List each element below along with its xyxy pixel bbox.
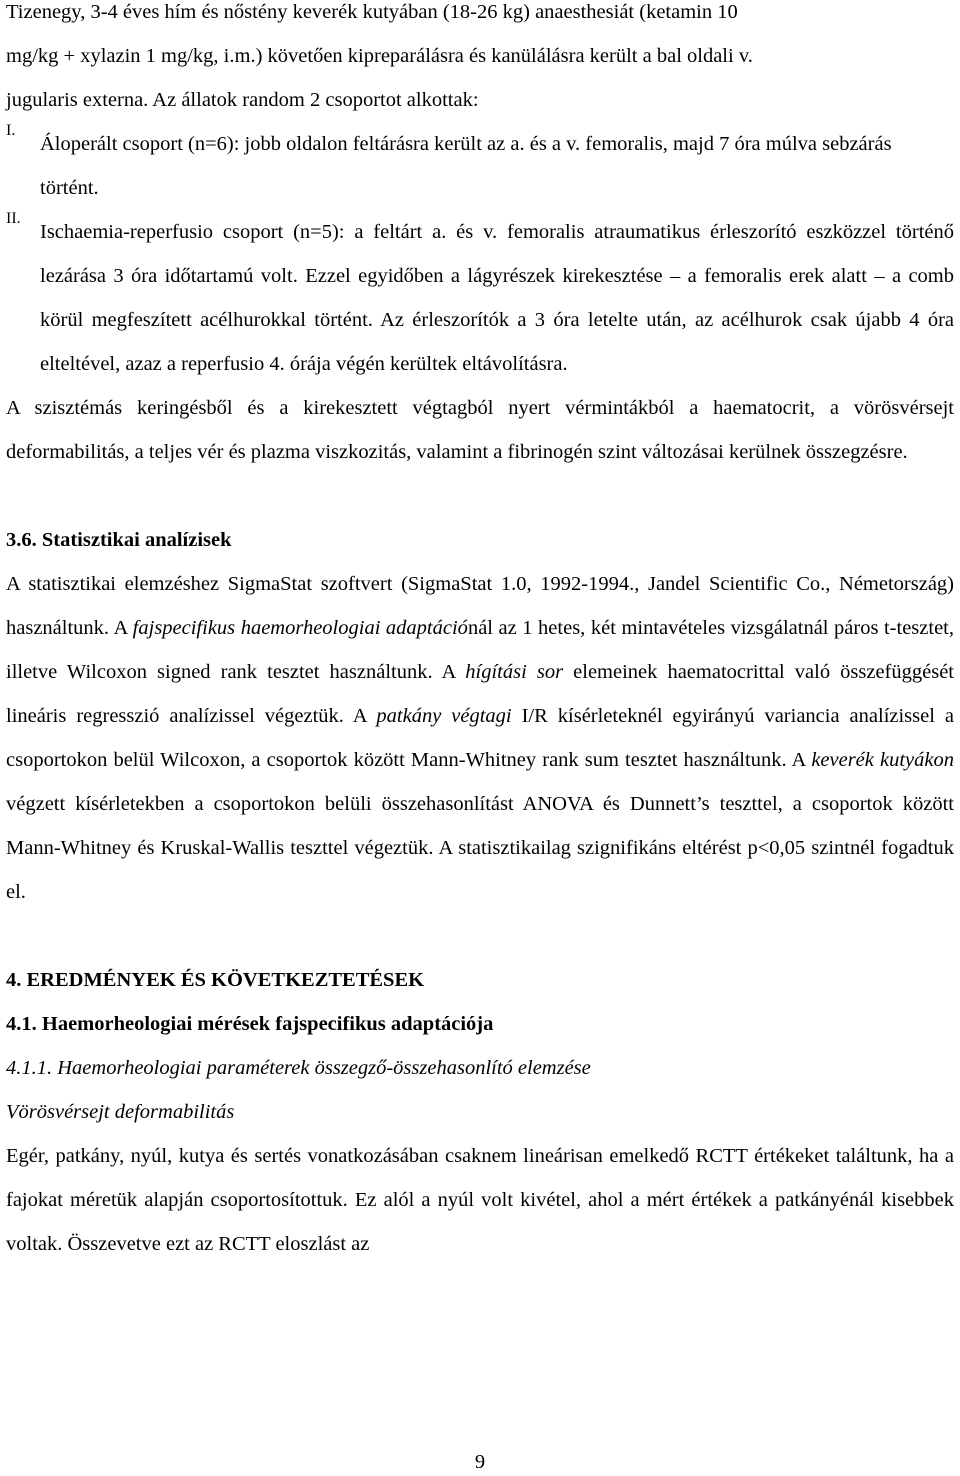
page-number: 9 (474, 1451, 486, 1473)
intro-line-3: jugularis externa. Az állatok random 2 csoportot alkottak: (6, 89, 479, 111)
group-item-2 (6, 210, 954, 386)
group-text: Ischaemia-reperfusio csoport (n=5): a feltárt a. és v. femoralis atraumatikus érleszorító eszközzel történő lezárása 3 óra időtartamú volt. Ezzel egyidőben a lágyrészek kirekesztése – a femoralis erek alatt – a comb körül megfeszített acélhurokkal történt. Az érleszorítók a 3 óra letelte után, az acélhurok csak újabb 4 óra elteltével, azaz a reperfusio 4. órája végén kerültek eltávolításra. (40, 221, 954, 375)
group-number: II. (6, 210, 21, 227)
text-run: végzett kísérletekben a csoportokon belüli összehasonlítást ANOVA és Dunnett’s teszttel, a csoportok között Mann-Whitney és Kruskal-Wallis teszttel végeztük. A statisztikailag szignifikáns eltérést p<0,05 szintnél fogadtuk el. (6, 793, 954, 903)
text-run: elemeinek haematocrittal való összefüggését lineáris regresszió analízissel végeztük. A (6, 661, 954, 727)
text-run: I/R kísérleteknél egyirányú variancia analízissel a csoportokon belül Wilcoxon, a csoportok között Mann-Whitney rank sum tesztet használtunk. A (6, 705, 955, 771)
intro-line-1: Tizenegy, 3-4 éves hím és nőstény keverék kutyában (18-26 kg) anaesthesiát (ketamin 10 (6, 1, 738, 23)
text-run: A statisztikai elemzéshez SigmaStat szoftvert (SigmaStat 1.0, 1992-1994., Jandel Scientific Co., Németország) használtunk. A (6, 573, 954, 639)
topic-heading: Vörösvérsejt deformabilitás (6, 1101, 235, 1123)
group-item-1 (6, 122, 954, 210)
italic-run: patkány végtagi (376, 705, 512, 727)
document-page (6, 0, 954, 1266)
italic-run: fajspecifikus haemorheologiai adaptáció (132, 617, 468, 639)
intro-line-2: mg/kg + xylazin 1 mg/kg, i.m.) követően kipreparálásra és kanülálásra került a bal oldali v. (6, 45, 753, 67)
text-run: nál az 1 hetes, két mintavételes vizsgálatnál páros t-tesztet, illetve Wilcoxon signed rank tesztet használtunk. A (6, 617, 954, 683)
chapter-heading-4: 4. EREDMÉNYEK ÉS KÖVETKEZTETÉSEK (6, 969, 425, 991)
group-text: Áloperált csoport (n=6): jobb oldalon feltárásra került az a. és a v. femoralis, majd 7 óra múlva sebzárás történt. (40, 133, 892, 199)
statistics-paragraph (6, 562, 954, 914)
samples-paragraph: A szisztémás keringésből és a kirekesztett végtagból nyert vérmintákból a haematocrit, a vörösvérsejt deformabilitás, a teljes vér és plazma viszkozitás, valamint a fibrinogén szint változásai kerülnek összegzésre. (6, 397, 954, 463)
subsection-heading-4-1-1: 4.1.1. Haemorheologiai paraméterek összegző-összehasonlító elemzése (6, 1057, 591, 1079)
group-number: I. (6, 122, 16, 139)
italic-run: hígítási sor (465, 661, 564, 683)
italic-run: keverék kutyákon (811, 749, 954, 771)
section-heading-4-1: 4.1. Haemorheologiai mérések fajspecifikus adaptációja (6, 1013, 494, 1035)
section-heading-3-6: 3.6. Statisztikai analízisek (6, 529, 232, 551)
results-paragraph: Egér, patkány, nyúl, kutya és sertés vonatkozásában csaknem lineárisan emelkedő RCTT értékeket találtunk, ha a fajokat méretük alapján csoportosítottuk. Ez alól a nyúl volt kivétel, ahol a mért értékek a patkányénál kisebbek voltak. Összevetve ezt az RCTT eloszlást az (6, 1145, 954, 1255)
